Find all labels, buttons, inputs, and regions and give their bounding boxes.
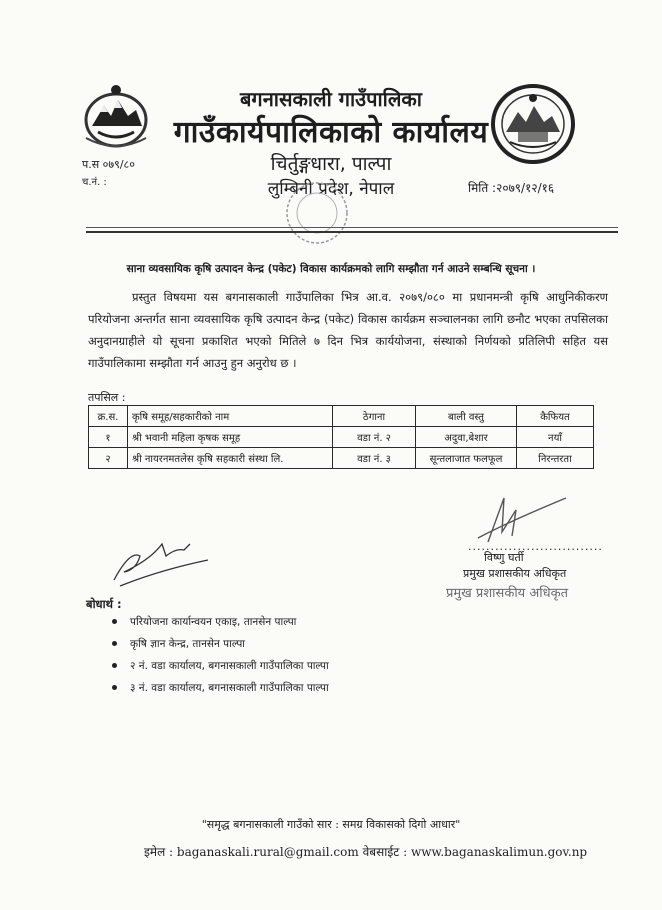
address-line-2: लुम्बिनी प्रदेश, नेपाल [267, 179, 395, 199]
beneficiary-table [88, 405, 594, 469]
cell-serial: २ [89, 448, 128, 469]
notice-body: प्रस्तुत विषयमा यस बगनासकाली गाउँपालिका भित्र आ.व. २०७९/०८० मा प्रधानमन्त्री कृषि आधुनिकीकरण परियोजना अन्तर्गत साना व्यवसायिक कृषि उत्पादन केन्द्र (पकेट) विकास कार्यक्रम सञ्चालनका लागि छनौट भएका तपसिलका अनुदानग्राहीले यो सूचना प्रकाशित भएको मितिले ७ दिन भित्र कार्ययोजना, संस्थाको निर्णयको प्रतिलिपी सहित यस गाउँपालिकामा सम्झौता गर्न आउनु हुन अनुरोध छ । [88, 290, 608, 370]
signatory-title: प्रमुख प्रशासकीय अधिकृत [463, 567, 567, 580]
cell-group-name: श्री नायरनमतलेस कृषि सहकारी संस्था लि. [128, 448, 333, 469]
cc-item-text: परियोजना कार्यान्वयन एकाइ, तानसेन पाल्पा [130, 616, 297, 628]
cc-item-text: २ नं. वडा कार्यालय, बगनासकाली गाउँपालिका पाल्पा [130, 660, 329, 672]
email-label: इमेल : [144, 845, 174, 859]
bullet-icon [112, 663, 117, 668]
table-row [89, 448, 594, 469]
website-link[interactable]: www.baganaskalimun.gov.np [410, 845, 588, 859]
footer-motto: "समृद्ध बगनासकाली गाउँको सार : समग्र विकासको दिगो आधार" [201, 818, 461, 831]
col-crop: बाली वस्तु [416, 406, 517, 427]
letter-date: मिति :२०७९/१२/१६ [468, 181, 555, 195]
bullet-icon [112, 619, 117, 624]
col-remarks: कैफियत [517, 406, 594, 427]
col-address: ठेगाना [333, 406, 416, 427]
list-item [112, 677, 329, 699]
letter-reference-number: प.स ०७९/८० [82, 158, 135, 171]
cell-serial: १ [89, 427, 128, 448]
office-stamp-faint [282, 178, 352, 248]
cell-crop: अदुवा,बेशार [416, 427, 517, 448]
cc-item-text: ३ नं. वडा कार्यालय, बगनासकाली गाउँपालिका पाल्पा [130, 682, 329, 694]
header-divider-thick [86, 231, 618, 233]
signature-line: .............................. [468, 540, 603, 553]
signatory-name: विष्णु घर्ती [484, 551, 524, 564]
details-label: तपसिल : [88, 391, 126, 404]
signatory-title-stamp: प्रमुख प्रशासकीय अधिकृत [446, 586, 569, 601]
notice-subject: साना व्यवसायिक कृषि उत्पादन केन्द्र (पकेट) विकास कार्यक्रमको लागि सम्झौता गर्न आउने सम्बन्धि सूचना । [126, 263, 536, 275]
cell-remarks: निरन्तरता [517, 448, 594, 469]
cell-crop: सून्तलाजात फलफूल [416, 448, 517, 469]
initials-signature [110, 530, 210, 590]
list-item [112, 633, 329, 655]
website-label: वेबसाईट : [362, 845, 408, 859]
cell-address: वडा नं. ३ [333, 448, 416, 469]
bullet-icon [112, 641, 117, 646]
footer-contact [144, 843, 587, 860]
office-name: गाउँकार्यपालिकाको कार्यालय [173, 115, 489, 150]
col-serial: क्र.स. [89, 406, 128, 427]
table-row [89, 427, 594, 448]
list-item [112, 655, 329, 677]
address-line-1: चिर्तुङ्गधारा, पाल्पा [270, 153, 392, 175]
table-header-row [89, 406, 594, 427]
cc-item-text: कृषि ज्ञान केन्द्र, तानसेन पाल्पा [130, 638, 246, 650]
cell-address: वडा नं. २ [333, 427, 416, 448]
email-link[interactable]: baganaskali.rural@gmail.com [176, 845, 359, 859]
dispatch-number: च.नं. : [82, 177, 107, 188]
cc-label: बोधार्थ : [86, 597, 122, 611]
header-divider-thin [86, 227, 618, 228]
list-item [112, 611, 329, 633]
cell-remarks: नयाँ [517, 427, 594, 448]
cc-list [112, 611, 329, 699]
cell-group-name: श्री भवानी महिला कृषक समूह [128, 427, 333, 448]
municipality-name: बगनासकाली गाउँपालिका [240, 87, 422, 111]
bullet-icon [112, 685, 117, 690]
col-group-name: कृषि समूह/सहकारीको नाम [128, 406, 333, 427]
